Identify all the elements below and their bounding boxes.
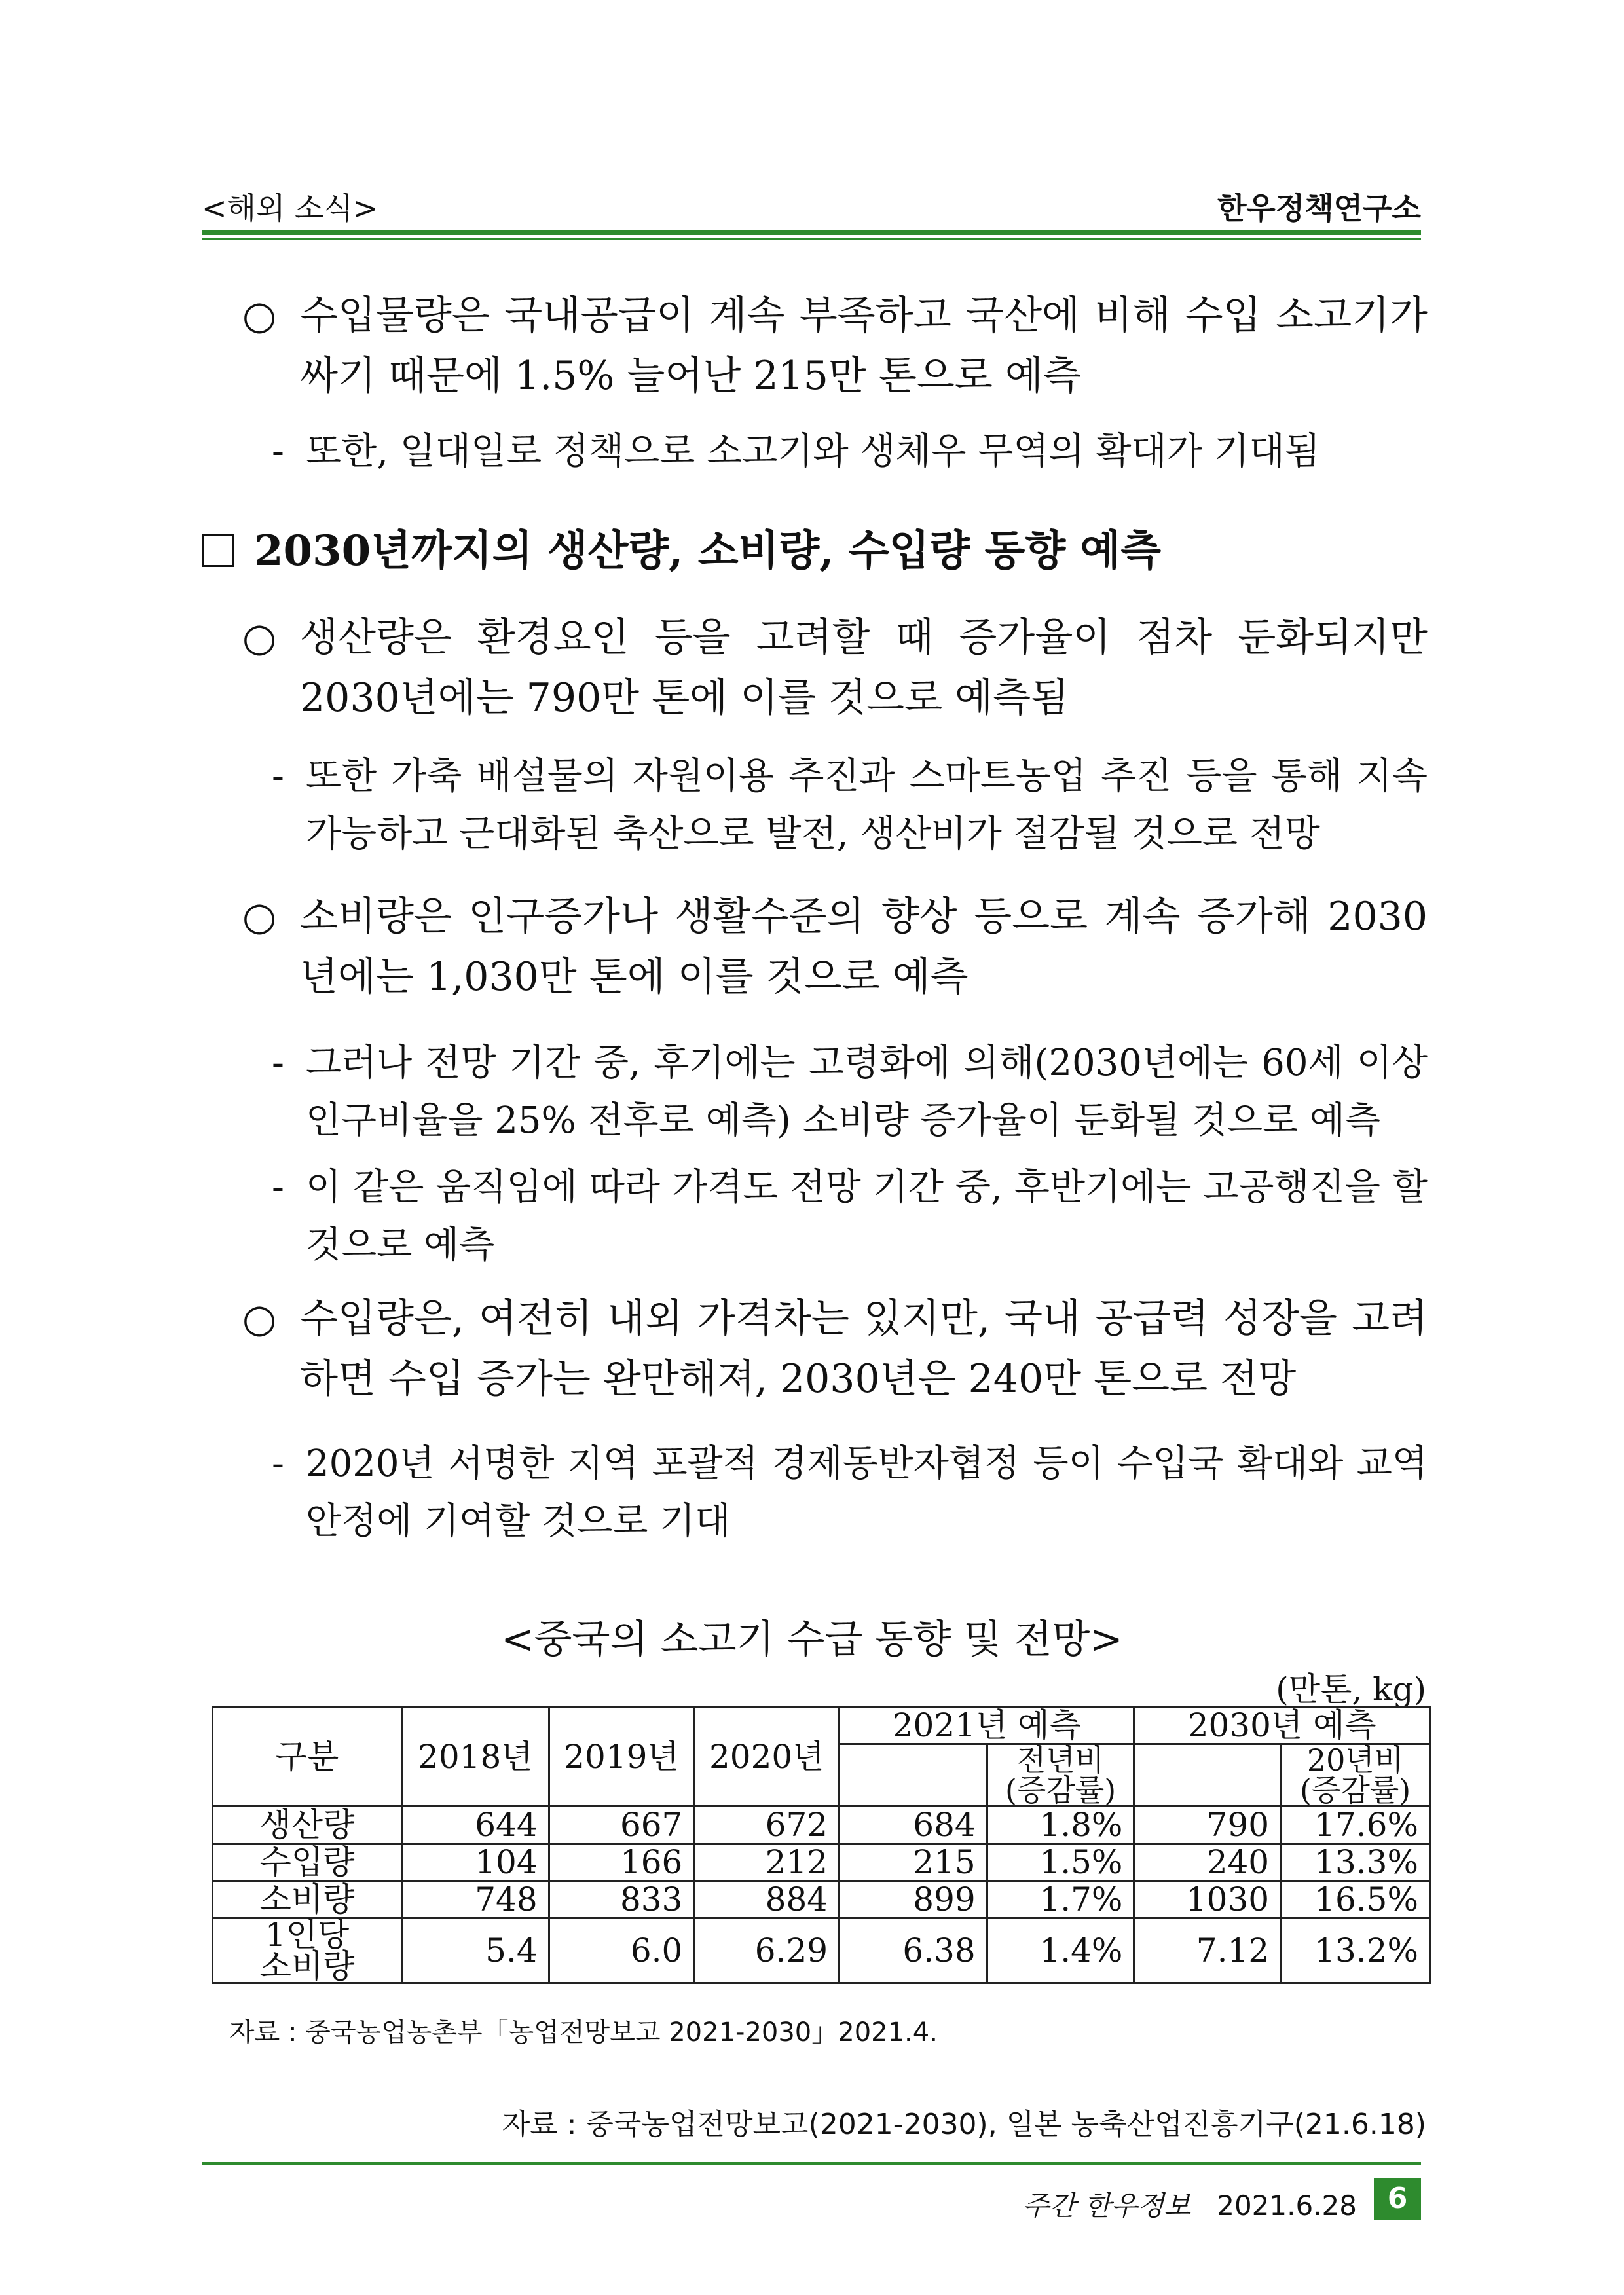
bullet-consumption: [242, 887, 1428, 1007]
bullet-text: 생산량은 환경요인 등을 고려할 때 증가율이 점차 둔화되지만 2030년에는 790만 톤에 이를 것으로 예측됨: [300, 615, 1428, 721]
header-2021-forecast: 2021년 예측: [840, 1707, 1134, 1744]
sub-bullet-smart-farming: [272, 748, 1428, 863]
table-title: <중국의 소고기 수급 동향 및 전망>: [501, 1617, 1123, 1662]
footer-publication: 주간 한우정보: [1022, 2190, 1191, 2222]
header-2018: 2018년: [401, 1707, 549, 1807]
table-row: 1인당 소비량 5.4 6.0 6.29 6.38 1.4% 7.12 13.2%: [213, 1919, 1430, 1983]
supply-demand-table: [212, 1706, 1431, 1984]
section-heading-text: 2030년까지의 생산량, 소비량, 수입량 동향 예측: [254, 526, 1162, 576]
footer: [1022, 2184, 1357, 2224]
sub-bullet-text: 또한 가축 배설물의 자원이용 추진과 스마트농업 추진 등을 통해 지속가능하고 근대화된 축산으로 발전, 생산비가 절감될 것으로 전망: [306, 755, 1428, 855]
sub-bullet-text: 2020년 서명한 지역 포괄적 경제동반자협정 등이 수입국 확대와 교역 안정에 기여할 것으로 기대: [306, 1442, 1428, 1543]
table-source: 자료 : 중국농업농촌부「농업전망보고 2021-2030」2021.4.: [229, 2017, 938, 2047]
header-2020: 2020년: [694, 1707, 840, 1807]
table-row: 소비량 748 833 884 899 1.7% 1030 16.5%: [213, 1881, 1430, 1919]
header-org: 한우정책연구소: [1217, 191, 1421, 226]
sub-bullet-aging: [272, 1035, 1428, 1150]
header-2030-forecast: 2030년 예측: [1134, 1707, 1430, 1744]
bullet-imports-2030: [242, 1289, 1428, 1409]
article-source: 자료 : 중국농업전망보고(2021-2030), 일본 농축산업진흥기구(21.6.18): [502, 2108, 1426, 2141]
sub-bullet-text: 이 같은 움직임에 따라 가격도 전망 기간 중, 후반기에는 고공행진을 할 것으로 예측: [306, 1166, 1428, 1266]
header-section: <해외 소식>: [202, 191, 378, 226]
dash-marker: -: [272, 1042, 284, 1084]
circle-marker: ○: [242, 293, 277, 339]
dash-marker: -: [272, 430, 284, 473]
sub-bullet-rcep: [272, 1435, 1428, 1551]
page-number: 6: [1374, 2178, 1421, 2220]
bullet-import-volume: [242, 285, 1428, 406]
sub-bullet-prices: [272, 1159, 1428, 1274]
dash-marker: -: [272, 1442, 284, 1485]
footer-date: 2021.6.28: [1217, 2190, 1357, 2222]
dash-marker: -: [272, 755, 284, 798]
header-yoy: 전년비 (증감률): [987, 1744, 1134, 1807]
table-row: 생산량 644 667 672 684 1.8% 790 17.6%: [213, 1807, 1430, 1844]
footer-rule: [202, 2162, 1421, 2165]
header-2019: 2019년: [549, 1707, 694, 1807]
circle-marker: ○: [242, 615, 277, 661]
section-heading: [202, 517, 1161, 578]
sub-bullet-text: 그러나 전망 기간 중, 후기에는 고령화에 의해(2030년에는 60세 이상 인구비율을 25% 전후로 예측) 소비량 증가율이 둔화될 것으로 예측: [306, 1042, 1428, 1142]
dash-marker: -: [272, 1166, 284, 1209]
sub-bullet-trade: [272, 423, 1428, 481]
table-row: 수입량 104 166 212 215 1.5% 240 13.3%: [213, 1844, 1430, 1881]
circle-marker: ○: [242, 1296, 277, 1342]
table-header-row: [213, 1707, 1430, 1744]
bullet-text: 소비량은 인구증가나 생활수준의 향상 등으로 계속 증가해 2030년에는 1,030만 톤에 이를 것으로 예측: [300, 894, 1428, 1000]
bullet-text: 수입물량은 국내공급이 계속 부족하고 국산에 비해 수입 소고기가 싸기 때문에 1.5% 늘어난 215만 톤으로 예측: [300, 293, 1428, 399]
bullet-production: [242, 608, 1428, 728]
circle-marker: ○: [242, 894, 277, 940]
header-rule: [202, 230, 1421, 240]
checkbox-square-icon: [202, 534, 234, 567]
header-category: 구분: [213, 1707, 402, 1807]
header-vs2020: 20년비 (증감률): [1281, 1744, 1430, 1807]
bullet-text: 수입량은, 여전히 내외 가격차는 있지만, 국내 공급력 성장을 고려하면 수입 증가는 완만해져, 2030년은 240만 톤으로 전망: [300, 1296, 1428, 1402]
table-unit: (만톤, kg): [1276, 1670, 1426, 1708]
sub-bullet-text: 또한, 일대일로 정책으로 소고기와 생체우 무역의 확대가 기대됨: [306, 430, 1320, 473]
